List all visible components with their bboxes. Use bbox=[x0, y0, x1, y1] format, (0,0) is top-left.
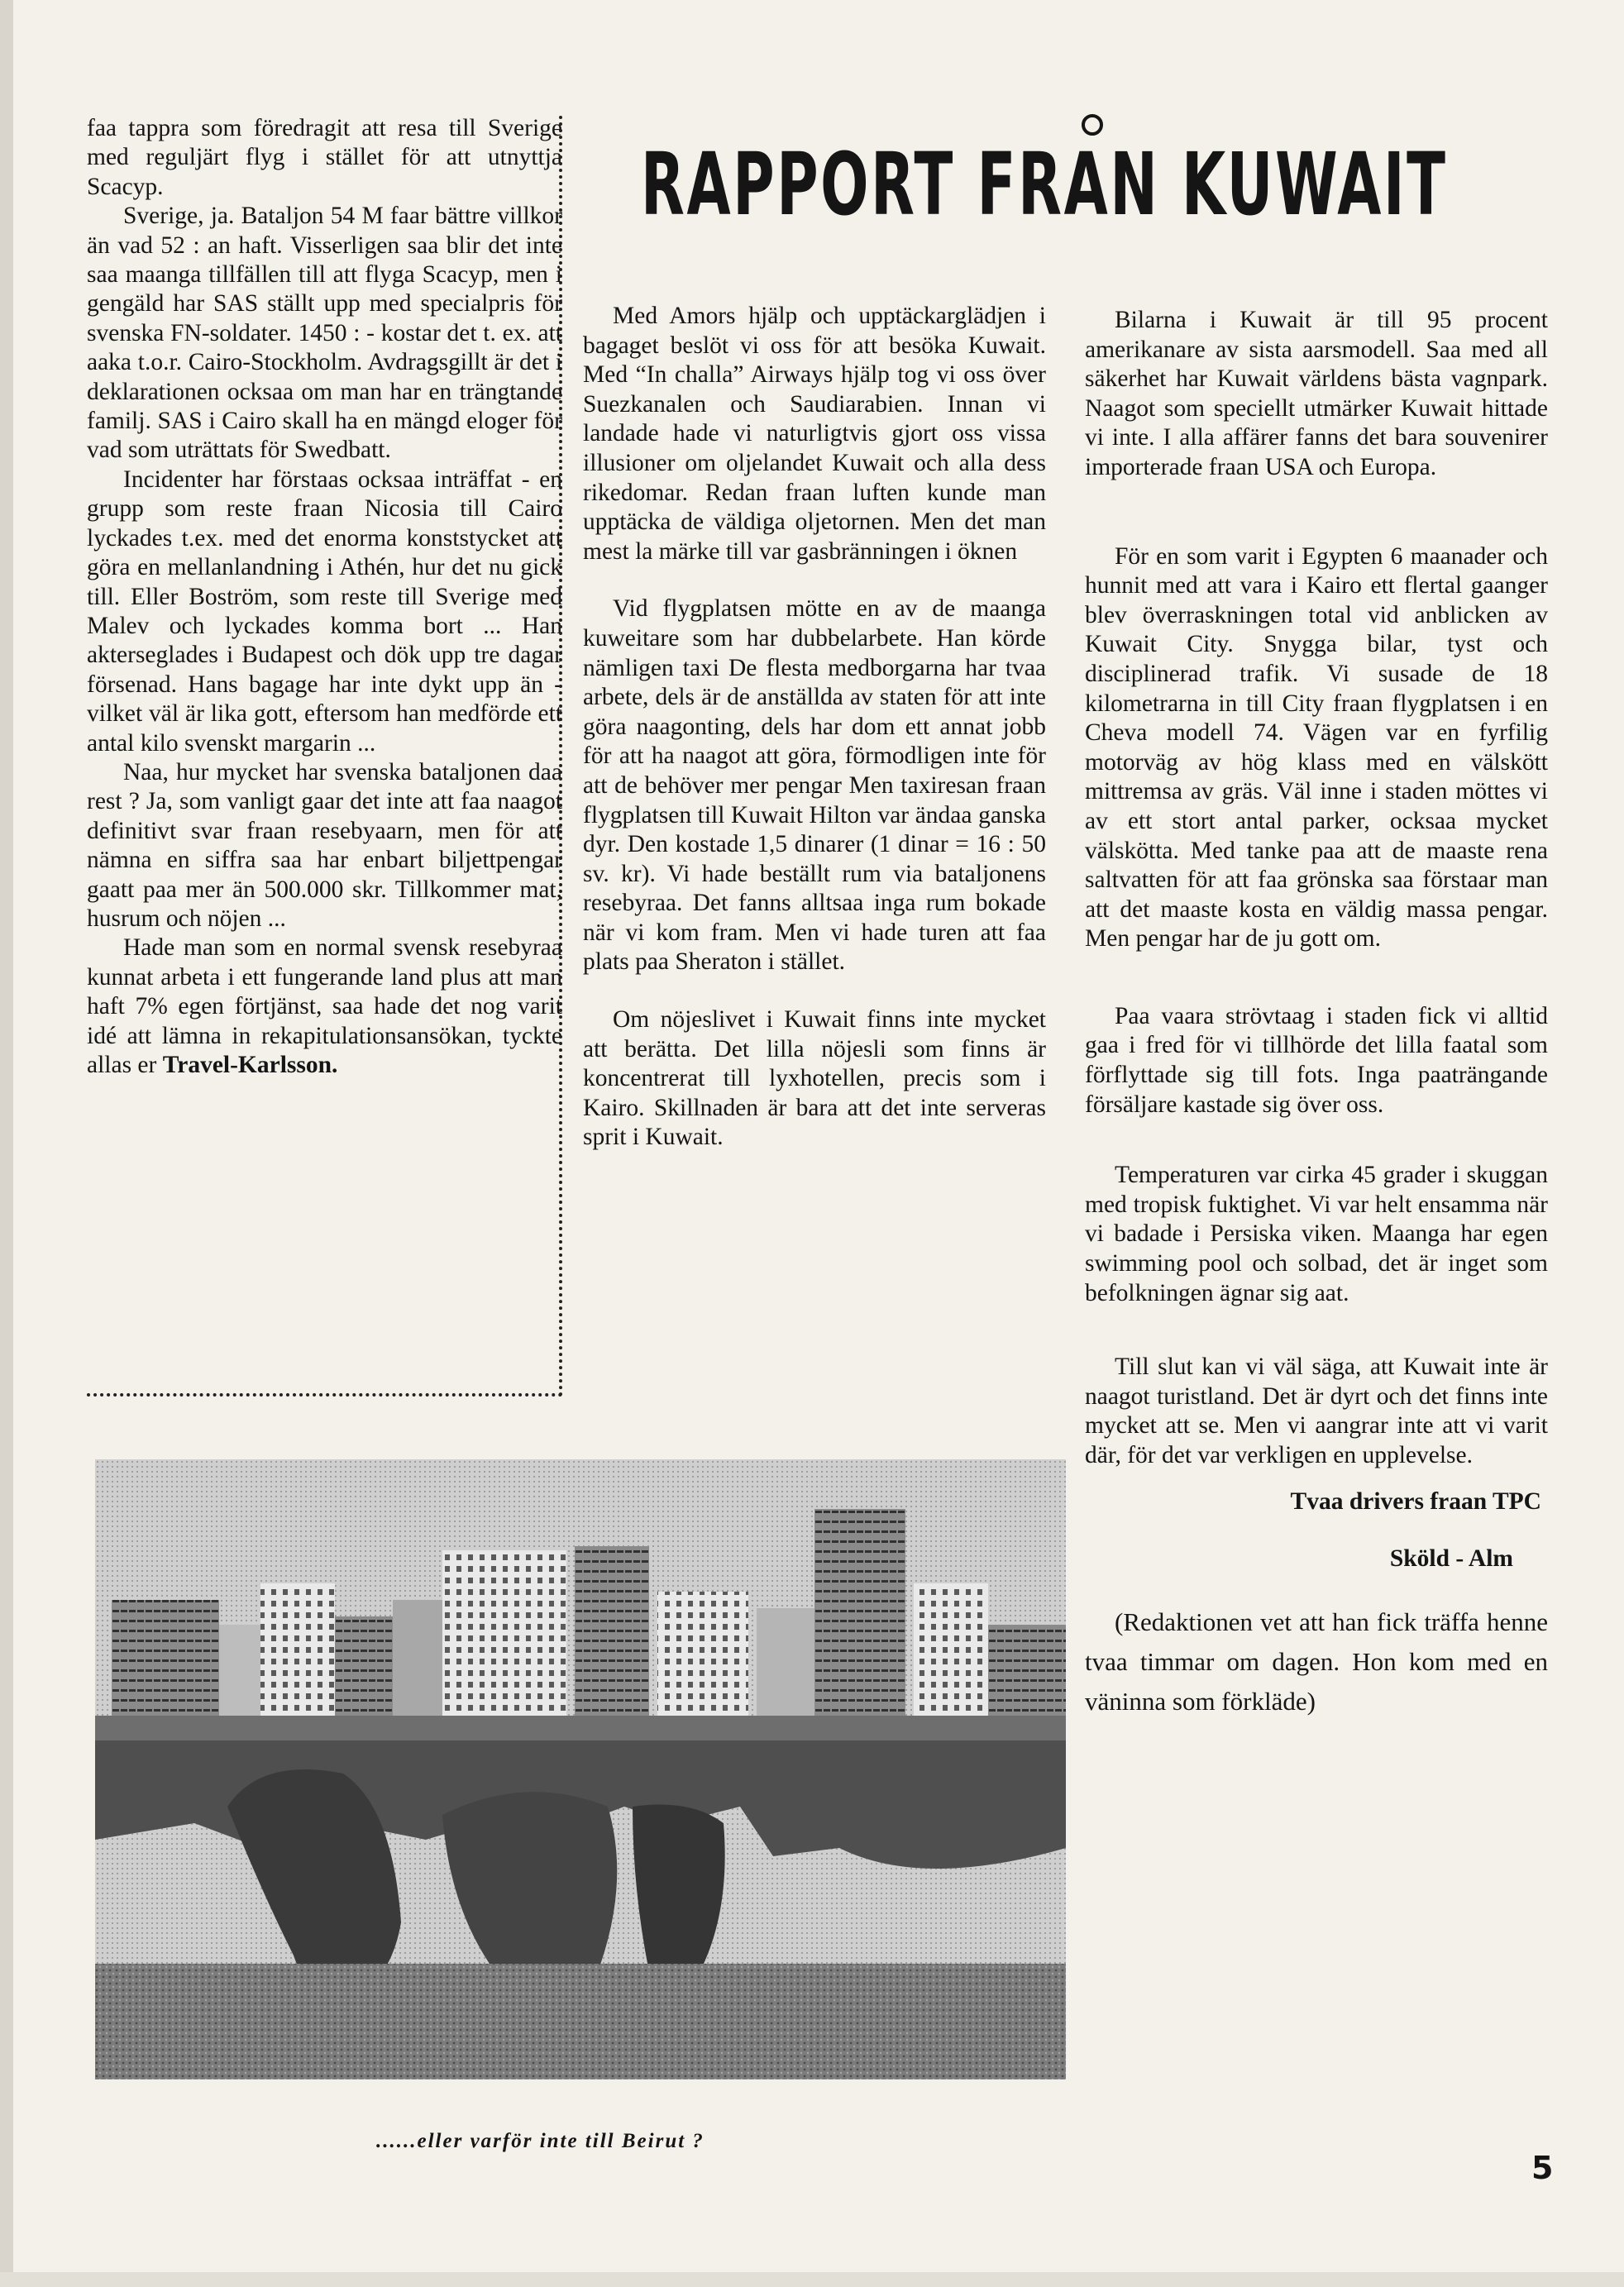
photo-building bbox=[757, 1608, 814, 1724]
page-edge-bottom bbox=[0, 2272, 1624, 2287]
article-headline: RAPPORT FRAN KUWAIT bbox=[641, 134, 1448, 235]
article-paragraph: Temperaturen var cirka 45 grader i skuggan med tropisk fuktighet. Vi var helt ensamma när vi badade i Persiska viken. Maanga har egen swimming pool och solbad, det är inget som befolkningen ägnar sig aat. bbox=[1085, 1162, 1548, 1306]
sidebar-paragraph: Incidenter har förstaas ocksaa inträffat - en grupp som reste fraan Nicosia till Cairo lyckades t.ex. med det enorma konststycket att göra en mellanlandning i Athén, hur det nu gick till. Eller Boström, som reste till Sverige med Malev och lyckades komma bort ... Han akterseglades i Budapest och dök upp tre dagar försenad. Hans bagage har inte dykt upp än - vilket väl är lika gott, eftersom han medförde ett antal kilo svenskt margarin ... bbox=[87, 466, 562, 757]
photo-building bbox=[914, 1583, 988, 1724]
photo-building bbox=[814, 1509, 905, 1724]
headline-ring-accent bbox=[1082, 114, 1103, 136]
beirut-photo bbox=[95, 1459, 1066, 2079]
beirut-photo-illustration bbox=[95, 1459, 1066, 2079]
sidebar-dotted-rule-vertical bbox=[559, 116, 562, 1397]
page-number: 5 bbox=[1531, 2150, 1554, 2186]
article-column-right bbox=[1085, 306, 1548, 1750]
article-paragraph: Vid flygplatsen mötte en av de maanga kuweitare som har dubbelarbete. Han körde nämligen taxi De flesta medborgarna har tvaa arbete, dels är de anställda av staten för att inte göra naagonting, dels har dom ett annat jobb för att ha naagot att göra, förmodligen inte för att de behöver mer pengar Men taxiresan fraan flygplatsen till Kuwait Hilton var ändaa ganska dyr. Den kostade 1,5 dinarer (1 dinar = 16 : 50 sv. kr). Vi hade beställt rum via bataljonens resebyraa. Det fanns alltsaa inga rum bokade när vi kom fram. Men vi hade turen att faa plats paa Sheraton i stället. bbox=[583, 595, 1046, 976]
photo-building bbox=[575, 1546, 649, 1724]
signature-line-1: Tvaa drivers fraan TPC bbox=[1290, 1487, 1541, 1515]
photo-building bbox=[112, 1600, 219, 1724]
sidebar-paragraph: faa tappra som föredragit att resa till Sverige med reguljärt flyg i stället för att utnyttja Scacyp. bbox=[87, 115, 562, 200]
sidebar-author: Travel-Karlsson. bbox=[162, 1052, 338, 1078]
page-edge-left bbox=[0, 0, 13, 2287]
sidebar-continuation-text bbox=[87, 114, 562, 1080]
article-paragraph: För en som varit i Egypten 6 maanader och hunnit med att vara i Kairo ett flertal gaanger blev överraskningen total vid anblicken av Kuwait City. Snygga bilar, tyst och disciplinerad trafik. Vi susade de 18 kilometrarna in till City fraan flygplatsen i en Cheva modell 74. Vägen var en fyrfilig motorväg av hög klass med en välskött mittremsa av gräs. Väl inne i staden möttes vi av ett stort antal parker, ocksaa mycket välskötta. Med tanke paa att de maaste rena saltvatten för att faa grönska saa förstaar man att det maaste kosta en väldig massa pengar. Men pengar har de ju gott om. bbox=[1085, 542, 1548, 953]
editor-note: (Redaktionen vet att han fick träffa henne tvaa timmar om dagen. Hon kom med en väninna som förkläde) bbox=[1085, 1607, 1548, 1716]
article-paragraph: Om nöjeslivet i Kuwait finns inte mycket att berätta. Det lilla nöjesli som finns är koncentrerat till lyxhotellen, precis som i Kairo. Skillnaden är bara att det inte serveras sprit i Kuwait. bbox=[583, 1006, 1046, 1151]
sidebar-dotted-rule-horizontal bbox=[87, 1393, 562, 1397]
photo-building bbox=[988, 1625, 1066, 1724]
photo-building bbox=[393, 1600, 442, 1724]
article-paragraph: Med Amors hjälp och upptäckarglädjen i bagaget beslöt vi oss för att besöka Kuwait. Med “In challa” Airways hjälp tog vi oss över Suezkanalen och Saudiarabien. Innan vi landade hade vi naturligtvis gjort oss vissa illusioner om oljelandet Kuwait och alla dess rikedomar. Redan fraan luften kunde man upptäcka de väldiga oljetornen. Men det man mest la märke till var gasbränningen i öknen bbox=[583, 303, 1046, 565]
photo-building bbox=[260, 1583, 335, 1724]
article-column-middle bbox=[583, 302, 1046, 1181]
sidebar-paragraph: Naa, hur mycket har svenska bataljonen daa rest ? Ja, som vanligt gaar det inte att faa naagot definitivt svar fraan resebyaarn, men för att nämna en siffra saa har enbart biljettpengar gaatt paa mer än 500.000 skr. Tillkommer mat, husrum och nöjen ... bbox=[87, 758, 562, 932]
sidebar-paragraph: Sverige, ja. Bataljon 54 M faar bättre villkor än vad 52 : an haft. Visserligen saa blir det inte saa maanga tillfällen till att flyga Scacyp, men i gengäld har SAS ställt upp med specialpris för svenska FN-soldater. 1450 : - kostar det t. ex. att aaka t.o.r. Cairo-Stockholm. Avdragsgillt är det i deklarationen ocksaa om man har en trängtande familj. SAS i Cairo skall ha en mängd eloger för vad som uträttats för Swedbatt. bbox=[87, 203, 562, 464]
sidebar-last-text: Hade man som en normal svensk resebyraa kunnat arbeta i ett fungerande land plus att man haft 7% egen förtjänst, saa hade det nog varit idé att lämna in rekapitulationsansökan, tyckte allas er bbox=[87, 934, 562, 1078]
sidebar-paragraph-last bbox=[87, 933, 562, 1080]
photo-building bbox=[657, 1592, 748, 1724]
photo-building bbox=[442, 1550, 566, 1724]
article-paragraph: Bilarna i Kuwait är till 95 procent amerikanare av sista aarsmodell. Saa med all säkerhet har Kuwait världens bästa vagnpark. Naagot som speciellt utmärker Kuwait hittade vi inte. I alla affärer fanns det bara souvenirer importerade fraan USA och Europa. bbox=[1085, 307, 1548, 480]
photo-shoreline bbox=[95, 1716, 1066, 1740]
article-paragraph: Paa vaara strövtaag i staden fick vi alltid gaa i fred för vi tillhörde det lilla faatal som förflyttade sig till fots. Inga paaträngande försäljare kastade sig över oss. bbox=[1085, 1002, 1548, 1118]
article-paragraph: Till slut kan vi väl säga, att Kuwait inte är naagot turistland. Det är dyrt och det finns inte mycket att se. Men vi aangrar inte att vi varit där, för det var verkligen en upplevelse. bbox=[1085, 1354, 1548, 1468]
photo-caption: ......eller varför inte till Beirut ? bbox=[376, 2130, 705, 2152]
photo-sea bbox=[95, 1964, 1066, 2079]
signature-line-2: Sköld - Alm bbox=[1389, 1545, 1513, 1573]
photo-building bbox=[335, 1616, 393, 1724]
